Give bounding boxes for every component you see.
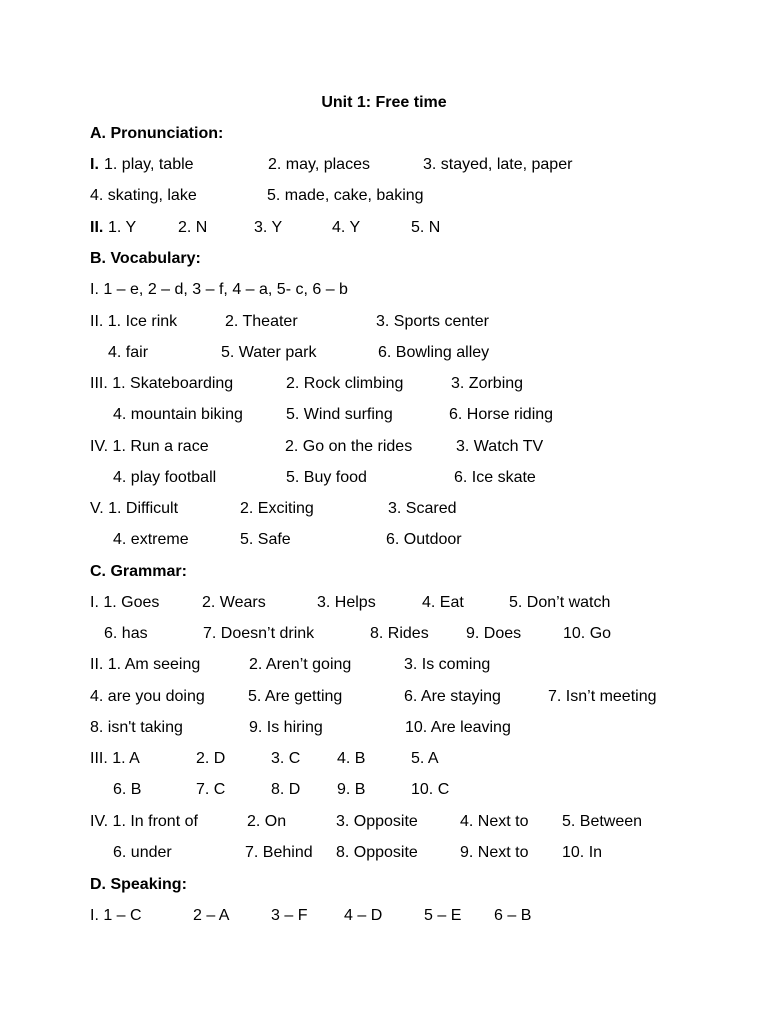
answer-item: 1. play, table xyxy=(104,156,194,173)
answer-item: 5. Between xyxy=(562,813,643,830)
answer-item: 5. Safe xyxy=(240,531,291,548)
answer-item: 6. Bowling alley xyxy=(378,344,490,361)
answer-item: 3 – F xyxy=(271,907,308,924)
section-c-heading: C. Grammar: xyxy=(90,563,187,580)
answer-item: 5. made, cake, baking xyxy=(267,187,424,204)
part-label: II. xyxy=(90,219,104,236)
answer-item: 3. C xyxy=(271,750,301,767)
answer-item: 3. Is coming xyxy=(404,656,491,673)
answer-item: 4. Eat xyxy=(422,594,464,611)
answer-item: 2. may, places xyxy=(268,156,370,173)
answer-item: 3. Y xyxy=(254,219,283,236)
page-title: Unit 1: Free time xyxy=(321,94,447,111)
answer-item: 6. Horse riding xyxy=(449,406,554,423)
answer-item: 8. Rides xyxy=(370,625,429,642)
answer-item: 9. Does xyxy=(466,625,522,642)
answer-item: 6 – B xyxy=(494,907,532,924)
answer-item: 8. isn't taking xyxy=(90,719,183,736)
answer-item: 8. D xyxy=(271,781,301,798)
answer-item: 3. stayed, late, paper xyxy=(423,156,573,173)
answer-item: 4 – D xyxy=(344,907,383,924)
answer-item: I. 1 – C xyxy=(90,907,142,924)
answer-item: 4. mountain biking xyxy=(113,406,243,423)
answer-item: 6. has xyxy=(104,625,148,642)
answer-item: 1. Y xyxy=(108,219,137,236)
answer-item: 8. Opposite xyxy=(336,844,418,861)
answer-item: 7. C xyxy=(196,781,226,798)
section-d-heading: D. Speaking: xyxy=(90,876,187,893)
answer-item: 2. Aren’t going xyxy=(249,656,352,673)
answer-item: 3. Scared xyxy=(388,500,457,517)
answer-item: 2. Rock climbing xyxy=(286,375,404,392)
answer-item: III. 1. A xyxy=(90,750,140,767)
section-a-heading: A. Pronunciation: xyxy=(90,125,224,142)
answer-item: II. 1. Ice rink xyxy=(90,313,178,330)
answer-item: 9. B xyxy=(337,781,366,798)
answer-item: 10. C xyxy=(411,781,450,798)
answer-item: 5. Water park xyxy=(221,344,317,361)
answer-item: I. 1. Goes xyxy=(90,594,160,611)
answer-item: 2. Wears xyxy=(202,594,266,611)
answer-item: 3. Zorbing xyxy=(451,375,524,392)
answer-item: 4. fair xyxy=(108,344,149,361)
answer-item: 6. Outdoor xyxy=(386,531,462,548)
answer-item: 2. Exciting xyxy=(240,500,314,517)
answer-item: 6. B xyxy=(113,781,142,798)
answer-item: 7. Isn’t meeting xyxy=(548,688,657,705)
answer-item: 6. under xyxy=(113,844,172,861)
answer-item: 2. Theater xyxy=(225,313,298,330)
answer-item: III. 1. Skateboarding xyxy=(90,375,234,392)
part-label: I. xyxy=(90,156,99,173)
answer-item: 5. Are getting xyxy=(248,688,343,705)
answer-item: 10. Are leaving xyxy=(405,719,511,736)
answer-item: 5. Buy food xyxy=(286,469,367,486)
answer-item: IV. 1. In front of xyxy=(90,813,198,830)
answer-item: 5. Wind surfing xyxy=(286,406,393,423)
section-b-heading: B. Vocabulary: xyxy=(90,250,201,267)
answer-item: 7. Doesn’t drink xyxy=(203,625,315,642)
answer-item: 4. Y xyxy=(332,219,361,236)
answer-item: 3. Helps xyxy=(317,594,376,611)
answer-item: 5. Don’t watch xyxy=(509,594,611,611)
answer-item: 4. Next to xyxy=(460,813,529,830)
answer-item: 4. B xyxy=(337,750,366,767)
answer-item: V. 1. Difficult xyxy=(90,500,179,517)
answer-item: 7. Behind xyxy=(245,844,313,861)
answer-item: 6. Ice skate xyxy=(454,469,536,486)
answer-item: 5. N xyxy=(411,219,441,236)
answer-item: 4. extreme xyxy=(113,531,189,548)
answer-item: IV. 1. Run a race xyxy=(90,438,209,455)
answer-item: 5. A xyxy=(411,750,439,767)
answer-item: 4. skating, lake xyxy=(90,187,197,204)
answer-item: 9. Next to xyxy=(460,844,529,861)
answer-item: I. 1 – e, 2 – d, 3 – f, 4 – a, 5- c, 6 – b xyxy=(90,281,348,298)
answer-item: 4. play football xyxy=(113,469,217,486)
answer-item: 6. Are staying xyxy=(404,688,501,705)
answer-item: 3. Sports center xyxy=(376,313,489,330)
answer-item: 3. Watch TV xyxy=(456,438,544,455)
answer-item: 2. Go on the rides xyxy=(285,438,413,455)
answer-item: 5 – E xyxy=(424,907,462,924)
answer-item: II. 1. Am seeing xyxy=(90,656,201,673)
answer-item: 2 – A xyxy=(193,907,230,924)
answer-item: 10. Go xyxy=(563,625,612,642)
answer-item: 10. In xyxy=(562,844,603,861)
answer-item: 2. N xyxy=(178,219,208,236)
answer-item: 3. Opposite xyxy=(336,813,418,830)
answer-item: 4. are you doing xyxy=(90,688,205,705)
answer-item: 2. On xyxy=(247,813,287,830)
answer-item: 9. Is hiring xyxy=(249,719,323,736)
answer-item: 2. D xyxy=(196,750,226,767)
